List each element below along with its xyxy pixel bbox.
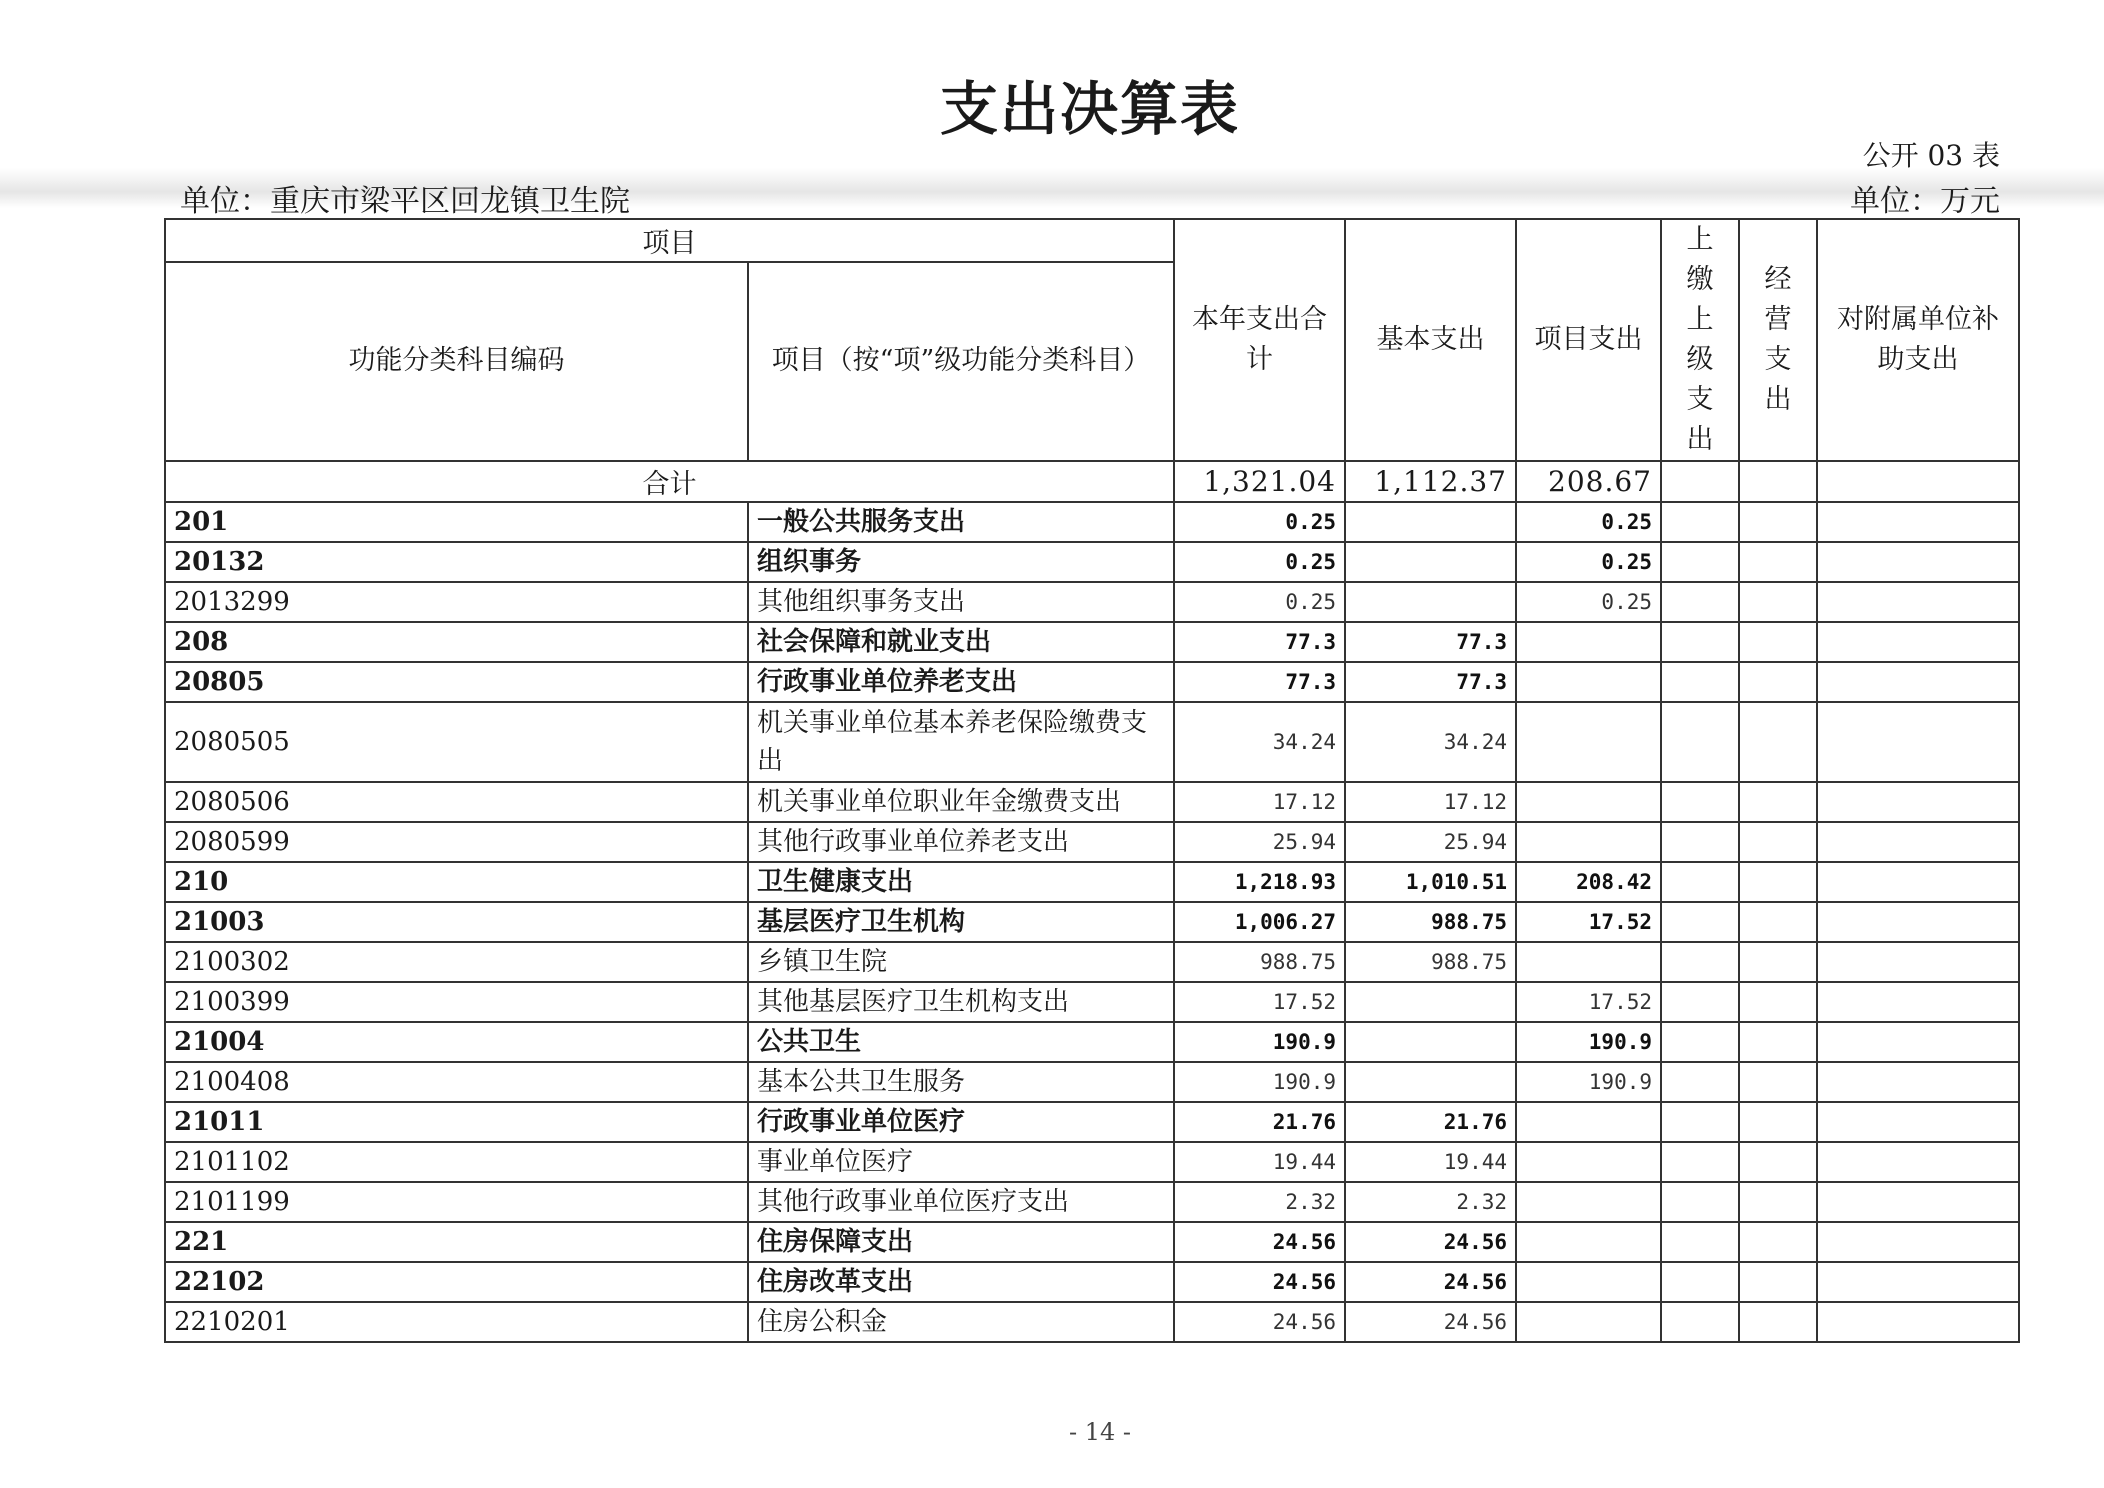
row-basic (1345, 982, 1516, 1022)
total-label: 合计 (165, 461, 1174, 502)
row-code: 2101199 (165, 1182, 748, 1222)
row-business (1739, 1262, 1817, 1302)
row-upper-payment (1661, 822, 1739, 862)
row-total: 17.52 (1174, 982, 1345, 1022)
table-row (165, 542, 2019, 582)
row-name: 社会保障和就业支出 (748, 622, 1174, 662)
row-code: 20132 (165, 542, 748, 582)
row-upper-payment (1661, 1102, 1739, 1142)
row-subsidy (1817, 942, 2019, 982)
row-project-expense: 190.9 (1516, 1022, 1661, 1062)
row-code: 21003 (165, 902, 748, 942)
row-name: 其他行政事业单位养老支出 (748, 822, 1174, 862)
row-code: 201 (165, 502, 748, 542)
row-business (1739, 982, 1817, 1022)
row-subsidy (1817, 662, 2019, 702)
row-subsidy (1817, 982, 2019, 1022)
row-basic: 21.76 (1345, 1102, 1516, 1142)
row-upper-payment (1661, 1142, 1739, 1182)
row-basic: 24.56 (1345, 1262, 1516, 1302)
row-subsidy (1817, 702, 2019, 782)
row-project-expense (1516, 1142, 1661, 1182)
page-number: - 14 - (1068, 1418, 1131, 1446)
page-title: 支出决算表 (939, 75, 1240, 143)
row-total: 21.76 (1174, 1102, 1345, 1142)
row-project-expense (1516, 1102, 1661, 1142)
row-total: 1,218.93 (1174, 862, 1345, 902)
row-total: 24.56 (1174, 1302, 1345, 1342)
table-row (165, 1262, 2019, 1302)
row-upper-payment (1661, 1302, 1739, 1342)
row-project-expense (1516, 782, 1661, 822)
row-total: 34.24 (1174, 702, 1345, 782)
header-total: 本年支出合计 (1174, 219, 1345, 461)
table-row (165, 1102, 2019, 1142)
row-total: 2.32 (1174, 1182, 1345, 1222)
row-business (1739, 862, 1817, 902)
row-project-expense: 208.42 (1516, 862, 1661, 902)
row-subsidy (1817, 1022, 2019, 1062)
row-code: 221 (165, 1222, 748, 1262)
row-subsidy (1817, 1102, 2019, 1142)
row-name: 事业单位医疗 (748, 1142, 1174, 1182)
row-project-expense (1516, 662, 1661, 702)
table-row (165, 502, 2019, 542)
header-name: 项目（按“项”级功能分类科目） (748, 262, 1174, 461)
row-upper-payment (1661, 582, 1739, 622)
row-total: 25.94 (1174, 822, 1345, 862)
row-code: 20805 (165, 662, 748, 702)
table-row (165, 1222, 2019, 1262)
row-subsidy (1817, 622, 2019, 662)
row-total: 988.75 (1174, 942, 1345, 982)
row-project-expense (1516, 1302, 1661, 1342)
row-name: 基层医疗卫生机构 (748, 902, 1174, 942)
row-basic (1345, 542, 1516, 582)
row-code: 2080599 (165, 822, 748, 862)
row-basic: 988.75 (1345, 902, 1516, 942)
row-basic (1345, 502, 1516, 542)
form-number: 公开 03 表 (1862, 139, 2000, 172)
row-business (1739, 622, 1817, 662)
table-row (165, 1182, 2019, 1222)
row-code: 2100408 (165, 1062, 748, 1102)
row-name: 其他行政事业单位医疗支出 (748, 1182, 1174, 1222)
table-row (165, 822, 2019, 862)
row-subsidy (1817, 822, 2019, 862)
table-row (165, 902, 2019, 942)
row-name: 住房公积金 (748, 1302, 1174, 1342)
row-total: 0.25 (1174, 542, 1345, 582)
row-total: 0.25 (1174, 582, 1345, 622)
row-total: 24.56 (1174, 1262, 1345, 1302)
row-code: 2100399 (165, 982, 748, 1022)
table-row (165, 1062, 2019, 1102)
row-business (1739, 542, 1817, 582)
row-total: 24.56 (1174, 1222, 1345, 1262)
row-upper-payment (1661, 622, 1739, 662)
expenditure-table (164, 218, 2020, 1343)
row-upper-payment (1661, 902, 1739, 942)
row-total: 17.12 (1174, 782, 1345, 822)
row-total: 190.9 (1174, 1062, 1345, 1102)
row-code: 21011 (165, 1102, 748, 1142)
row-project-expense: 0.25 (1516, 582, 1661, 622)
row-upper-payment (1661, 542, 1739, 582)
table-row (165, 1302, 2019, 1342)
table-row (165, 782, 2019, 822)
row-upper-payment (1661, 862, 1739, 902)
total-row (165, 461, 2019, 502)
row-project-expense (1516, 1262, 1661, 1302)
row-business (1739, 1022, 1817, 1062)
row-business (1739, 502, 1817, 542)
row-subsidy (1817, 902, 2019, 942)
header-basic: 基本支出 (1345, 219, 1516, 461)
row-name: 公共卫生 (748, 1022, 1174, 1062)
row-name: 机关事业单位职业年金缴费支出 (748, 782, 1174, 822)
row-project-expense (1516, 1222, 1661, 1262)
total-upper-payment (1661, 461, 1739, 502)
row-code: 2100302 (165, 942, 748, 982)
row-basic: 77.3 (1345, 662, 1516, 702)
row-code: 2013299 (165, 582, 748, 622)
row-basic: 1,010.51 (1345, 862, 1516, 902)
row-project-expense: 190.9 (1516, 1062, 1661, 1102)
row-upper-payment (1661, 782, 1739, 822)
table-row (165, 582, 2019, 622)
row-name: 住房改革支出 (748, 1262, 1174, 1302)
row-name: 组织事务 (748, 542, 1174, 582)
total-subsidy (1817, 461, 2019, 502)
row-subsidy (1817, 1262, 2019, 1302)
row-subsidy (1817, 782, 2019, 822)
row-basic: 77.3 (1345, 622, 1516, 662)
row-business (1739, 822, 1817, 862)
row-business (1739, 782, 1817, 822)
currency-unit: 单位：万元 (1850, 184, 2000, 219)
row-name: 一般公共服务支出 (748, 502, 1174, 542)
header-upper-payment: 上缴上级支出 (1661, 219, 1739, 461)
row-name: 乡镇卫生院 (748, 942, 1174, 982)
table-row (165, 662, 2019, 702)
row-business (1739, 1222, 1817, 1262)
row-name: 行政事业单位养老支出 (748, 662, 1174, 702)
row-basic (1345, 1062, 1516, 1102)
row-business (1739, 1062, 1817, 1102)
row-upper-payment (1661, 982, 1739, 1022)
row-upper-payment (1661, 702, 1739, 782)
row-code: 22102 (165, 1262, 748, 1302)
row-business (1739, 662, 1817, 702)
row-project-expense: 17.52 (1516, 982, 1661, 1022)
row-basic: 24.56 (1345, 1222, 1516, 1262)
row-project-expense: 17.52 (1516, 902, 1661, 942)
table-row (165, 1142, 2019, 1182)
row-name: 基本公共卫生服务 (748, 1062, 1174, 1102)
row-subsidy (1817, 542, 2019, 582)
table-row (165, 862, 2019, 902)
row-business (1739, 702, 1817, 782)
row-basic: 25.94 (1345, 822, 1516, 862)
total-amount: 1,321.04 (1174, 461, 1345, 502)
table-row (165, 622, 2019, 662)
row-project-expense (1516, 622, 1661, 662)
row-upper-payment (1661, 942, 1739, 982)
row-upper-payment (1661, 1022, 1739, 1062)
row-business (1739, 582, 1817, 622)
row-total: 0.25 (1174, 502, 1345, 542)
row-project-expense (1516, 1182, 1661, 1222)
header-project: 项目 (165, 219, 1174, 262)
table-row (165, 942, 2019, 982)
row-project-expense: 0.25 (1516, 502, 1661, 542)
row-upper-payment (1661, 1062, 1739, 1102)
row-subsidy (1817, 862, 2019, 902)
row-code: 208 (165, 622, 748, 662)
row-business (1739, 1182, 1817, 1222)
header-business: 经营支出 (1739, 219, 1817, 461)
row-code: 21004 (165, 1022, 748, 1062)
row-business (1739, 1142, 1817, 1182)
row-project-expense (1516, 822, 1661, 862)
total-business (1739, 461, 1817, 502)
row-total: 190.9 (1174, 1022, 1345, 1062)
total-basic: 1,112.37 (1345, 461, 1516, 502)
row-project-expense: 0.25 (1516, 542, 1661, 582)
row-basic (1345, 582, 1516, 622)
row-subsidy (1817, 502, 2019, 542)
row-subsidy (1817, 1062, 2019, 1102)
row-total: 77.3 (1174, 662, 1345, 702)
row-upper-payment (1661, 662, 1739, 702)
row-name: 住房保障支出 (748, 1222, 1174, 1262)
row-subsidy (1817, 1182, 2019, 1222)
row-name: 卫生健康支出 (748, 862, 1174, 902)
row-business (1739, 942, 1817, 982)
row-upper-payment (1661, 502, 1739, 542)
table-row (165, 1022, 2019, 1062)
header-project-expense: 项目支出 (1516, 219, 1661, 461)
row-upper-payment (1661, 1182, 1739, 1222)
row-basic: 988.75 (1345, 942, 1516, 982)
header-code: 功能分类科目编码 (165, 262, 748, 461)
row-project-expense (1516, 942, 1661, 982)
row-business (1739, 902, 1817, 942)
row-name: 其他基层医疗卫生机构支出 (748, 982, 1174, 1022)
table-row (165, 702, 2019, 782)
row-code: 2080506 (165, 782, 748, 822)
row-subsidy (1817, 1222, 2019, 1262)
total-project-expense: 208.67 (1516, 461, 1661, 502)
row-subsidy (1817, 1142, 2019, 1182)
row-subsidy (1817, 1302, 2019, 1342)
row-project-expense (1516, 702, 1661, 782)
row-business (1739, 1302, 1817, 1342)
row-basic: 2.32 (1345, 1182, 1516, 1222)
table-row (165, 982, 2019, 1022)
row-total: 1,006.27 (1174, 902, 1345, 942)
row-basic (1345, 1022, 1516, 1062)
row-basic: 34.24 (1345, 702, 1516, 782)
row-basic: 19.44 (1345, 1142, 1516, 1182)
row-code: 2080505 (165, 702, 748, 782)
row-code: 2210201 (165, 1302, 748, 1342)
row-code: 210 (165, 862, 748, 902)
row-name: 行政事业单位医疗 (748, 1102, 1174, 1142)
row-name: 其他组织事务支出 (748, 582, 1174, 622)
row-subsidy (1817, 582, 2019, 622)
row-total: 77.3 (1174, 622, 1345, 662)
row-upper-payment (1661, 1222, 1739, 1262)
row-upper-payment (1661, 1262, 1739, 1302)
row-basic: 17.12 (1345, 782, 1516, 822)
reporting-unit: 单位：重庆市梁平区回龙镇卫生院 (180, 184, 630, 219)
row-business (1739, 1102, 1817, 1142)
row-code: 2101102 (165, 1142, 748, 1182)
header-subsidy: 对附属单位补助支出 (1817, 219, 2019, 461)
row-basic: 24.56 (1345, 1302, 1516, 1342)
row-total: 19.44 (1174, 1142, 1345, 1182)
row-name: 机关事业单位基本养老保险缴费支出 (748, 702, 1174, 782)
